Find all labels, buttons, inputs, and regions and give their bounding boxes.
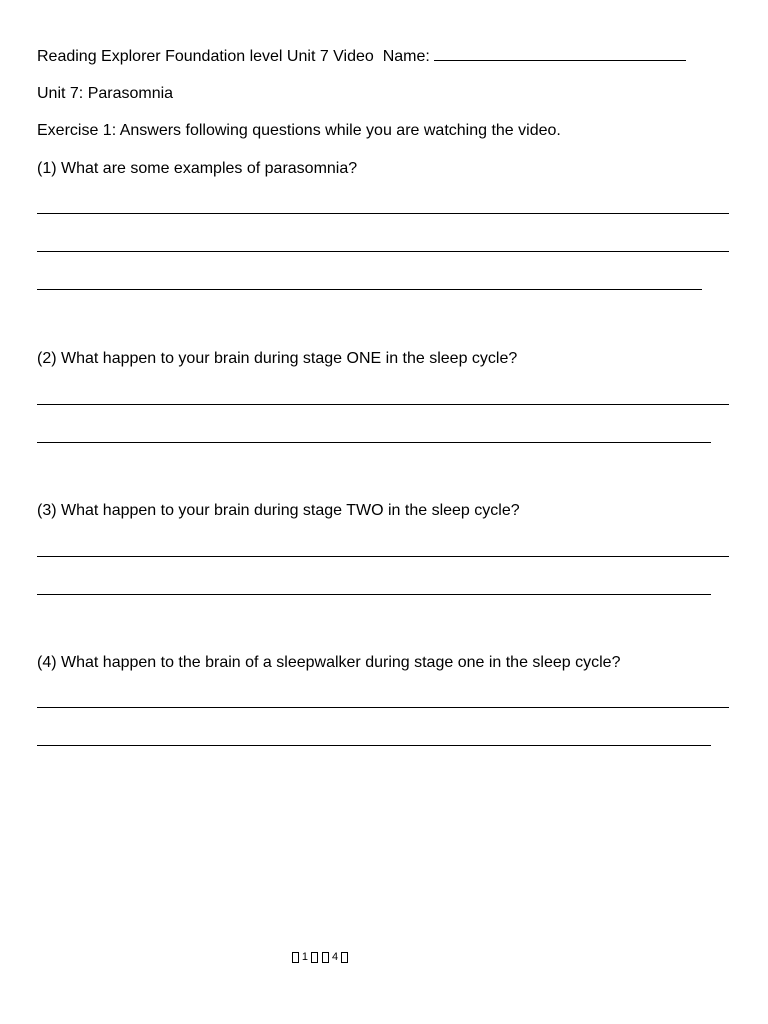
worksheet-header [37,46,686,67]
glyph-box-icon [292,952,299,963]
answer-line-4a[interactable] [37,707,729,708]
glyph-box-icon [341,952,348,963]
question-1: (1) What are some examples of parasomnia? [37,160,358,177]
question-4: (4) What happen to the brain of a sleepwalker during stage one in the sleep cycle? [37,654,621,671]
exercise-instruction: Exercise 1: Answers following questions while you are watching the video. [37,122,561,139]
question-3: (3) What happen to your brain during stage TWO in the sleep cycle? [37,502,520,519]
answer-line-1a[interactable] [37,213,729,214]
unit-title: Unit 7: Parasomnia [37,85,174,102]
current-page-number: 1 [301,951,308,964]
glyph-box-icon [311,952,318,963]
answer-line-3b[interactable] [37,594,711,595]
page-number-footer [0,949,640,965]
answer-line-2a[interactable] [37,404,729,405]
answer-line-1b[interactable] [37,251,729,252]
answer-line-3a[interactable] [37,556,729,557]
name-label: Name: [382,48,430,65]
answer-line-4b[interactable] [37,745,711,746]
worksheet-title: Reading Explorer Foundation level Unit 7 Video [37,48,374,65]
answer-line-2b[interactable] [37,442,711,443]
name-blank-line[interactable] [434,46,686,61]
total-pages-number: 4 [332,951,339,964]
answer-line-1c[interactable] [37,289,702,290]
question-2: (2) What happen to your brain during stage ONE in the sleep cycle? [37,350,518,367]
glyph-box-icon [322,952,329,963]
